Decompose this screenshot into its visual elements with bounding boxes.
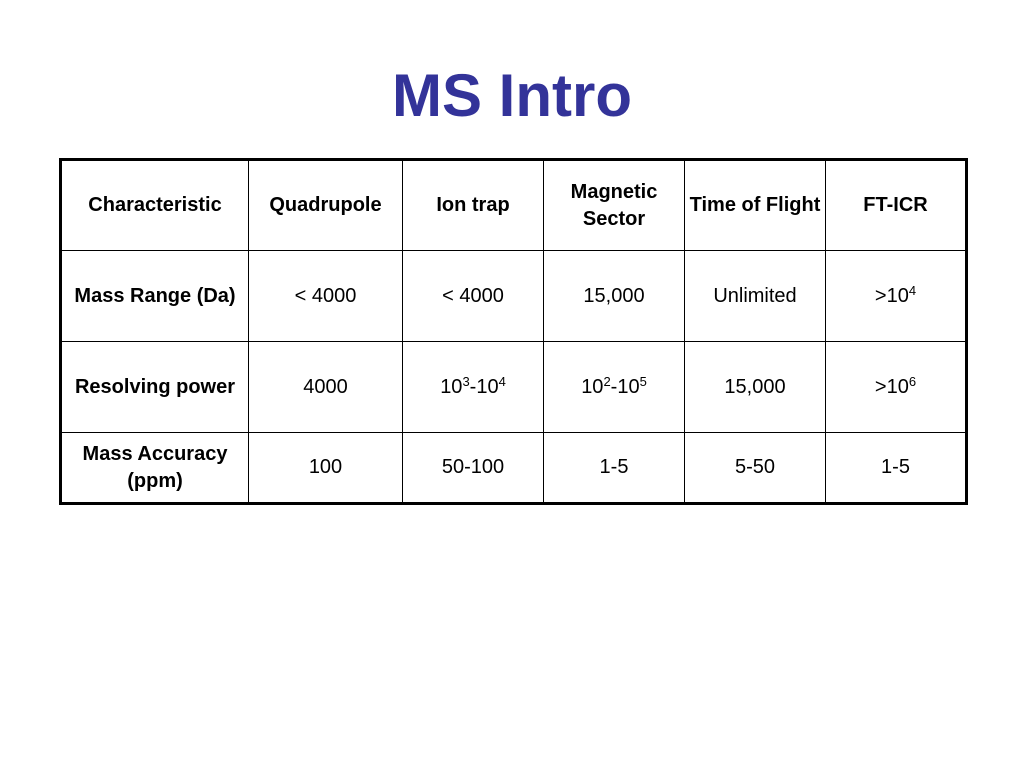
header-characteristic: Characteristic [61, 160, 249, 251]
header-ft-icr: FT-ICR [826, 160, 967, 251]
cell-exponent: 3 [462, 373, 470, 389]
table-row-mass-range [61, 251, 967, 342]
ms-comparison-table [59, 158, 968, 505]
cell-range-sep: -10 [610, 375, 640, 398]
slide-title: MS Intro [392, 62, 632, 129]
table-cell [826, 342, 967, 433]
cell-base: >10 [874, 375, 909, 398]
cell-base: 10 [440, 375, 463, 398]
table-cell: 1-5 [544, 433, 685, 504]
cell-exponent-2: 5 [639, 373, 647, 389]
row-label-mass-accuracy: Mass Accuracy (ppm) [61, 433, 249, 504]
table-cell: < 4000 [249, 251, 403, 342]
table-row-mass-accuracy [61, 433, 967, 504]
table-cell: 50-100 [403, 433, 544, 504]
table-cell: Unlimited [685, 251, 826, 342]
table-cell: 15,000 [685, 342, 826, 433]
table-cell [544, 342, 685, 433]
header-time-of-flight: Time of Flight [685, 160, 826, 251]
cell-base: >10 [874, 284, 909, 307]
cell-exponent: 6 [908, 373, 917, 389]
cell-exponent: 2 [603, 373, 611, 389]
table-cell: 1-5 [826, 433, 967, 504]
table-row-resolving-power [61, 342, 967, 433]
header-magnetic-sector: Magnetic Sector [544, 160, 685, 251]
table-cell: 4000 [249, 342, 403, 433]
table-cell [403, 342, 544, 433]
row-label-resolving-power: Resolving power [61, 342, 249, 433]
table-cell: < 4000 [403, 251, 544, 342]
cell-range-sep: -10 [469, 375, 499, 398]
cell-exponent: 4 [908, 282, 917, 298]
cell-exponent-2: 4 [498, 373, 506, 389]
row-label-mass-range: Mass Range (Da) [61, 251, 249, 342]
header-quadrupole: Quadrupole [249, 160, 403, 251]
table-cell: 15,000 [544, 251, 685, 342]
table-cell: 100 [249, 433, 403, 504]
table-header-row [61, 160, 967, 251]
table-cell: 5-50 [685, 433, 826, 504]
cell-base: 10 [581, 375, 604, 398]
header-ion-trap: Ion trap [403, 160, 544, 251]
table-cell [826, 251, 967, 342]
